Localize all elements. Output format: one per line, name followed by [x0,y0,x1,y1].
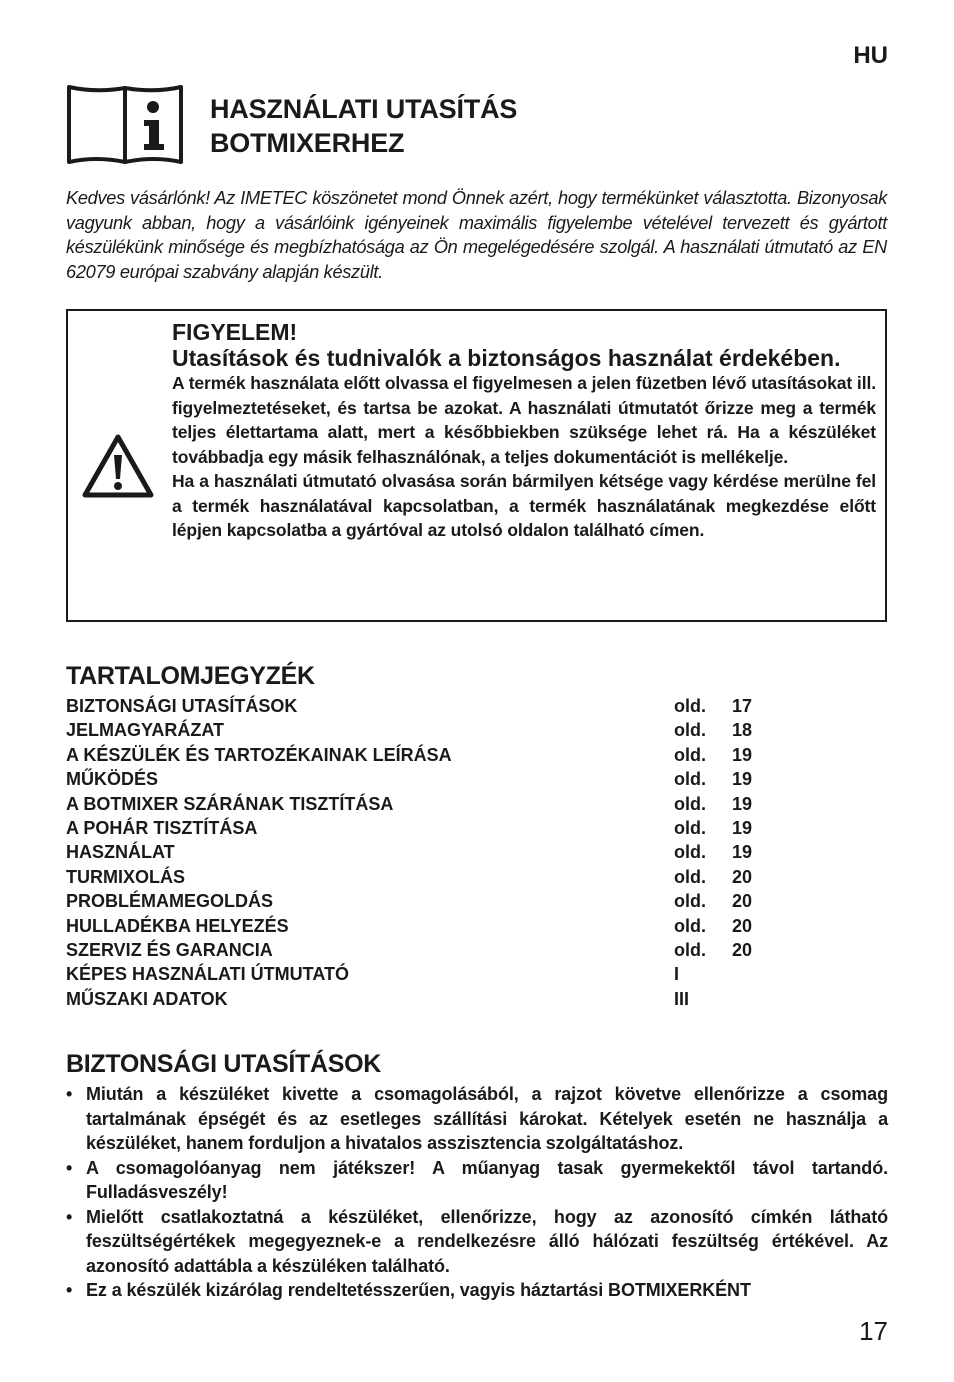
toc-entry-label: HASZNÁLAT [66,842,175,863]
intro-paragraph: Kedves vásárlónk! Az IMETEC köszönetet mond Önnek azért, hogy termékünket választotta. Bizonyosak vagyunk abban, hogy a vásárlóink igényeinek maximális figyelembe vételével tervezett és gyártott készülékünk minősége és megbízhatósága az Ön megelégedésére szolgál. A használati útmutató az EN 62079 európai szabvány alapján készült. [66,188,887,282]
bullet-marker: • [66,1157,73,1178]
toc-entry-page-prefix: old. [674,866,706,887]
toc-row [66,694,766,718]
toc-entry-page-prefix: old. [674,696,706,716]
safety-list-item [66,1278,888,1303]
info-book-icon [66,84,184,166]
title-line-1: HASZNÁLATI UTASÍTÁS [210,94,518,124]
warning-heading: FIGYELEM! [172,319,298,345]
toc-row [66,889,766,913]
toc-row [66,987,766,1011]
toc-title: TARTALOMJEGYZÉK [66,662,315,690]
toc-row [66,816,766,840]
toc-entry-page: 19 [732,817,753,838]
safety-list-item [66,1156,888,1205]
safety-item-text: A csomagolóanyag nem játékszer! A műanyag tasak gyermekektől távol tartandó. Fulladásveszély! [86,1157,888,1202]
toc-entry-page: 20 [732,939,753,960]
toc-entry-page: 19 [732,793,753,814]
warning-content [172,319,876,543]
toc-row [66,840,766,864]
language-code: HU [853,42,888,69]
toc-entry-label: JELMAGYARÁZAT [66,720,225,741]
toc-row [66,743,766,767]
toc-entry-page: 20 [732,866,753,887]
document-title [210,92,517,160]
toc-row [66,767,766,791]
toc-entry-label: A POHÁR TISZTÍTÁSA [66,817,258,838]
toc-entry-page-prefix: old. [674,817,706,838]
toc-entry-label: KÉPES HASZNÁLATI ÚTMUTATÓ [66,964,349,985]
toc-entry-label: PROBLÉMAMEGOLDÁS [66,891,273,912]
toc-entry-page: 18 [732,720,753,741]
bullet-marker: • [66,1280,73,1300]
toc-entry-page-prefix: I [674,964,680,985]
safety-item-text: Ez a készülék kizárólag rendeltetésszerűen, vagyis háztartási BOTMIXERKÉNT [86,1280,751,1300]
toc-entry-label: A KÉSZÜLÉK ÉS TARTOZÉKAINAK LEÍRÁSA [66,744,452,765]
toc-row [66,962,766,986]
toc-entry-page: 19 [732,842,753,863]
warning-triangle-icon [82,433,154,499]
safety-title: BIZTONSÁGI UTASÍTÁSOK [66,1050,382,1078]
toc-entry-label: HULLADÉKBA HELYEZÉS [66,915,289,936]
toc-entry-page: 20 [732,915,753,936]
toc-entry-page-prefix: III [674,988,690,1009]
safety-item-text: Mielőtt csatlakoztatná a készüléket, ellenőrizze, hogy az azonosító címkén látható feszültségértékek megegyeznek-e a rendelkezésre álló hálózati feszültség értékével. Az azonosító adattábla a készüléken található. [86,1206,888,1276]
toc-entry-page-prefix: old. [674,939,706,960]
warning-paragraph-1: A termék használata előtt olvassa el figyelmesen a jelen füzetben lévő utasításokat ill. figyelmeztetéseket, és tartsa be azokat. A használati útmutatót őrizze meg a termék teljes élettartama alatt, mert a későbbiekben szüksége lehet rá. Ha a készüléket továbbadja egy másik felhasználónak, a teljes dokumentációt is mellékelje. [172,373,876,467]
table-of-contents [66,694,766,1011]
toc-entry-page: 20 [732,891,753,912]
toc-entry-label: SZERVIZ ÉS GARANCIA [66,939,273,960]
toc-row [66,914,766,938]
page-number: 17 [859,1316,888,1346]
toc-entry-label: MŰKÖDÉS [66,769,159,790]
toc-entry-label: BIZTONSÁGI UTASÍTÁSOK [66,696,298,716]
safety-list [66,1082,888,1303]
toc-row [66,792,766,816]
warning-subheading: Utasítások és tudnivalók a biztonságos használat érdekében. [172,345,841,371]
title-line-2: BOTMIXERHEZ [210,128,405,158]
toc-entry-page: 17 [732,696,753,716]
toc-row [66,718,766,742]
toc-entry-label: TURMIXOLÁS [66,866,185,887]
toc-entry-page-prefix: old. [674,793,706,814]
safety-item-text: Miután a készüléket kivette a csomagolásából, a rajzot követve ellenőrizze a csomag tartalmának épségét és az esetleges szállítási károkat. Kételyek esetén ne használja a készüléket, hanem forduljon a hivatalos asszisztencia szolgáltatáshoz. [86,1084,888,1153]
toc-entry-page-prefix: old. [674,769,706,790]
bullet-marker: • [66,1084,73,1104]
warning-paragraph-2: Ha a használati útmutató olvasása során bármilyen kétsége vagy kérdése merülne fel a termék használatával kapcsolatban, a termék használatának megkezdése előtt lépjen kapcsolatba a gyártóval az utolsó oldalon található címen. [172,471,876,540]
toc-entry-page-prefix: old. [674,744,706,765]
toc-entry-page-prefix: old. [674,842,706,863]
toc-entry-page-prefix: old. [674,915,706,936]
toc-entry-label: A BOTMIXER SZÁRÁNAK TISZTÍTÁSA [66,793,394,814]
toc-row [66,865,766,889]
toc-entry-page: 19 [732,769,753,790]
safety-list-item [66,1205,888,1279]
warning-box [66,309,887,622]
toc-entry-page-prefix: old. [674,720,706,741]
toc-entry-label: MŰSZAKI ADATOK [66,988,228,1009]
bullet-marker: • [66,1206,73,1227]
safety-list-item [66,1082,888,1156]
toc-entry-page-prefix: old. [674,891,706,912]
toc-entry-page: 19 [732,744,753,765]
toc-row [66,938,766,962]
